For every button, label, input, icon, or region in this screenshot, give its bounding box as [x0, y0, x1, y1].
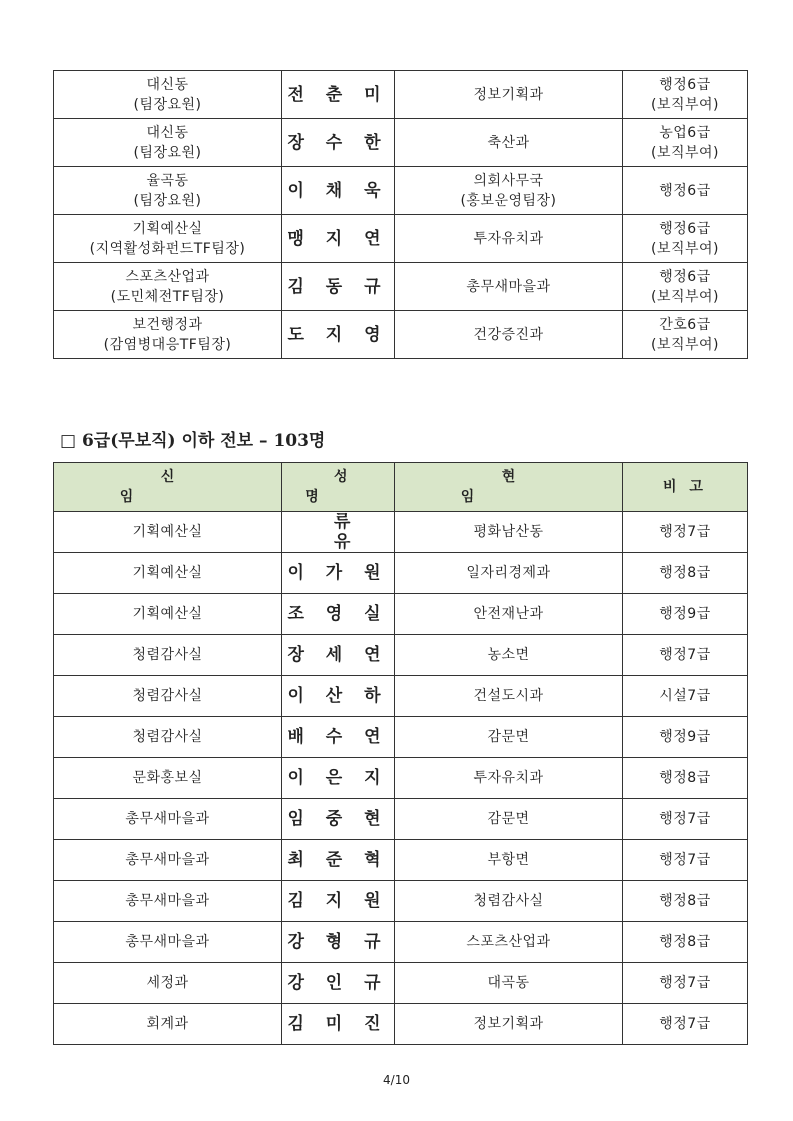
table-row: [54, 119, 748, 167]
new-post-role: (감염병대응TF팀장): [103, 336, 232, 353]
new-post-role: (팀장요원): [133, 96, 202, 113]
note-cell: 시설7급: [623, 676, 748, 717]
note-cell: 행정8급: [623, 758, 748, 799]
note-cell: [623, 167, 748, 215]
new-post-cell: [54, 167, 282, 215]
note-cell: [623, 71, 748, 119]
current-post-cell: 청렴감사실: [395, 881, 623, 922]
note-cell: [623, 215, 748, 263]
header-note: 비 고: [623, 463, 748, 512]
table-row: [54, 676, 748, 717]
note-cell: 행정7급: [623, 963, 748, 1004]
table-row: [54, 553, 748, 594]
name-cell: 류 유: [282, 512, 395, 553]
name-cell: 강 인 규: [282, 963, 395, 1004]
note-grade: 행정6급: [659, 182, 711, 199]
table-row: [54, 840, 748, 881]
table-row: [54, 922, 748, 963]
current-post-dept: 축산과: [487, 134, 530, 151]
new-post-cell: 기획예산실: [54, 553, 282, 594]
current-post-dept: 정보기획과: [473, 86, 544, 103]
note-cell: 행정7급: [623, 840, 748, 881]
new-post-cell: 회계과: [54, 1004, 282, 1045]
note-cell: [623, 263, 748, 311]
new-post-cell: 세정과: [54, 963, 282, 1004]
current-post-cell: 건설도시과: [395, 676, 623, 717]
table-row: [54, 799, 748, 840]
note-cell: 행정7급: [623, 635, 748, 676]
new-post-role: (지역활성화펀드TF팀장): [89, 240, 246, 257]
new-post-cell: [54, 263, 282, 311]
table-row: [54, 263, 748, 311]
name-cell: 도 지 영: [282, 311, 395, 359]
note-grade: 행정6급: [659, 268, 711, 285]
transfer-table: [53, 462, 748, 1045]
table-row: [54, 963, 748, 1004]
new-post-dept: 보건행정과: [132, 316, 203, 333]
new-post-cell: 청렴감사실: [54, 635, 282, 676]
table-row: [54, 758, 748, 799]
table-row: [54, 594, 748, 635]
note-cell: [623, 119, 748, 167]
new-post-role: (팀장요원): [133, 144, 202, 161]
current-post-cell: 일자리경제과: [395, 553, 623, 594]
table-row: [54, 311, 748, 359]
new-post-cell: 총무새마을과: [54, 922, 282, 963]
new-post-cell: 청렴감사실: [54, 717, 282, 758]
name-cell: 장 세 연: [282, 635, 395, 676]
note-detail: (보직부여): [650, 288, 720, 305]
table-row: [54, 512, 748, 553]
current-post-cell: [395, 71, 623, 119]
assignment-table-upper: [53, 70, 748, 359]
name-cell: 강 형 규: [282, 922, 395, 963]
note-cell: 행정8급: [623, 881, 748, 922]
name-cell: 이 가 원: [282, 553, 395, 594]
current-post-dept: 투자유치과: [473, 230, 544, 247]
new-post-cell: 청렴감사실: [54, 676, 282, 717]
name-cell: 조 영 실: [282, 594, 395, 635]
current-post-cell: 농소면: [395, 635, 623, 676]
header-new-post: 신 임: [54, 463, 282, 512]
table-row: [54, 881, 748, 922]
current-post-dept: 총무새마을과: [466, 278, 551, 295]
current-post-cell: [395, 215, 623, 263]
header-current-post: 현 임: [395, 463, 623, 512]
current-post-cell: [395, 311, 623, 359]
new-post-cell: 문화홍보실: [54, 758, 282, 799]
name-cell: 이 산 하: [282, 676, 395, 717]
current-post-role: (홍보운영팀장): [460, 192, 557, 209]
note-cell: 행정7급: [623, 1004, 748, 1045]
note-cell: 행정7급: [623, 512, 748, 553]
current-post-cell: 스포츠산업과: [395, 922, 623, 963]
current-post-cell: 대곡동: [395, 963, 623, 1004]
note-cell: [623, 311, 748, 359]
current-post-cell: [395, 263, 623, 311]
name-cell: 이 은 지: [282, 758, 395, 799]
table-row: [54, 717, 748, 758]
note-grade: 행정6급: [659, 220, 711, 237]
note-detail: (보직부여): [650, 96, 720, 113]
name-cell: 전 춘 미: [282, 71, 395, 119]
name-cell: 장 수 한: [282, 119, 395, 167]
note-cell: 행정9급: [623, 717, 748, 758]
page-number: 4/10: [383, 1073, 410, 1087]
new-post-role: (팀장요원): [133, 192, 202, 209]
note-cell: 행정7급: [623, 799, 748, 840]
note-cell: 행정8급: [623, 553, 748, 594]
section-title: □ 6급(무보직) 이하 전보 – 103명: [60, 431, 326, 451]
current-post-dept: 건강증진과: [473, 326, 544, 343]
note-detail: (보직부여): [650, 336, 720, 353]
note-grade: 농업6급: [659, 124, 711, 141]
new-post-role: (도민체전TF팀장): [110, 288, 225, 305]
table-row: [54, 71, 748, 119]
new-post-cell: 총무새마을과: [54, 799, 282, 840]
name-cell: 김 동 규: [282, 263, 395, 311]
current-post-cell: 감문면: [395, 799, 623, 840]
current-post-cell: 부항면: [395, 840, 623, 881]
new-post-cell: [54, 119, 282, 167]
table-row: [54, 215, 748, 263]
new-post-cell: [54, 71, 282, 119]
table-row: [54, 1004, 748, 1045]
new-post-cell: 기획예산실: [54, 594, 282, 635]
name-cell: 배 수 연: [282, 717, 395, 758]
name-cell: 맹 지 연: [282, 215, 395, 263]
current-post-cell: 감문면: [395, 717, 623, 758]
current-post-cell: [395, 167, 623, 215]
current-post-dept: 의회사무국: [473, 172, 544, 189]
note-cell: 행정9급: [623, 594, 748, 635]
table-row: [54, 635, 748, 676]
header-name: 성 명: [282, 463, 395, 512]
note-grade: 행정6급: [659, 76, 711, 93]
note-cell: 행정8급: [623, 922, 748, 963]
new-post-cell: 총무새마을과: [54, 881, 282, 922]
note-detail: (보직부여): [650, 240, 720, 257]
note-grade: 간호6급: [659, 316, 711, 333]
current-post-cell: 정보기획과: [395, 1004, 623, 1045]
new-post-dept: 대신동: [146, 124, 189, 141]
table-header-row: [54, 463, 748, 512]
name-cell: 이 채 욱: [282, 167, 395, 215]
name-cell: 김 미 진: [282, 1004, 395, 1045]
note-detail: (보직부여): [650, 144, 720, 161]
current-post-cell: 투자유치과: [395, 758, 623, 799]
new-post-cell: [54, 215, 282, 263]
name-cell: 임 중 현: [282, 799, 395, 840]
new-post-dept: 스포츠산업과: [125, 268, 210, 285]
table-row: [54, 167, 748, 215]
new-post-cell: 총무새마을과: [54, 840, 282, 881]
current-post-cell: 안전재난과: [395, 594, 623, 635]
new-post-cell: [54, 311, 282, 359]
name-cell: 최 준 혁: [282, 840, 395, 881]
new-post-dept: 대신동: [146, 76, 189, 93]
new-post-dept: 기획예산실: [132, 220, 203, 237]
current-post-cell: [395, 119, 623, 167]
current-post-cell: 평화남산동: [395, 512, 623, 553]
new-post-dept: 율곡동: [146, 172, 189, 189]
new-post-cell: 기획예산실: [54, 512, 282, 553]
name-cell: 김 지 원: [282, 881, 395, 922]
